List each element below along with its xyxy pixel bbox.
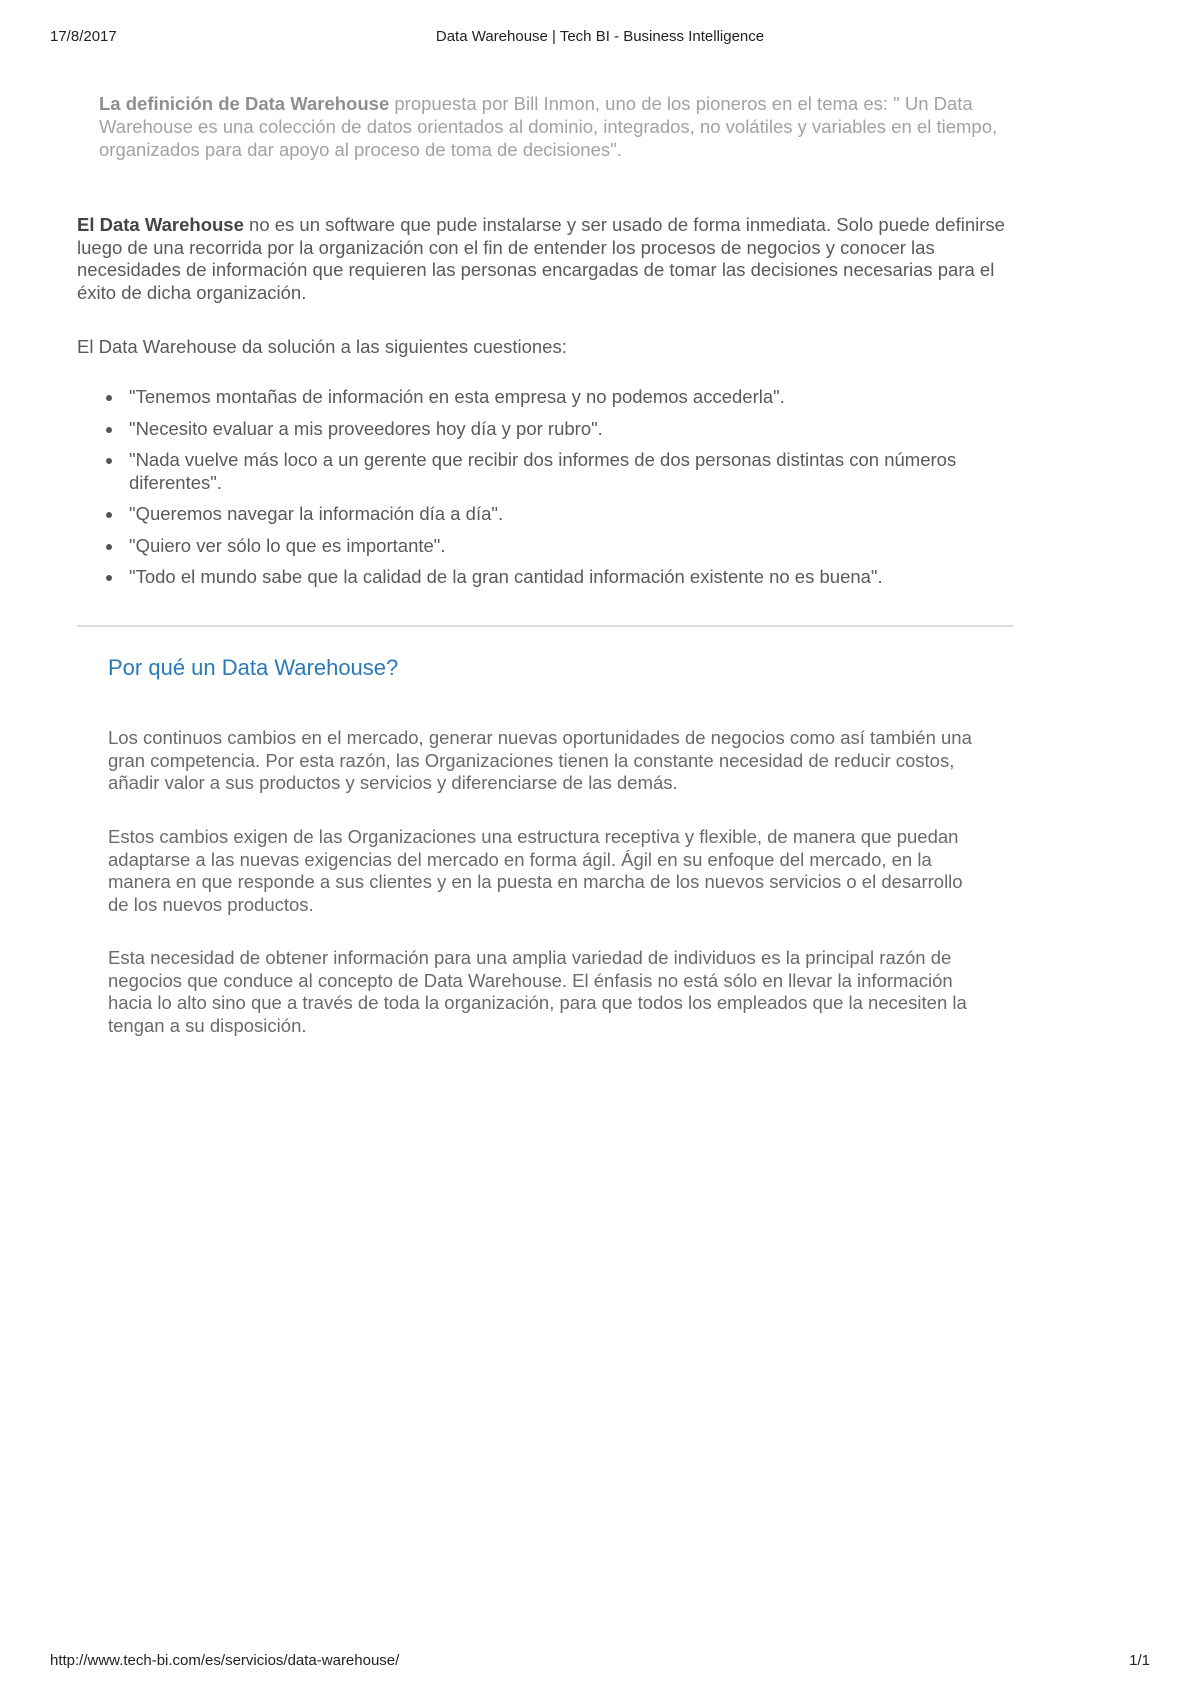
section-divider xyxy=(77,625,1013,627)
list-item xyxy=(77,566,977,589)
definition-quote xyxy=(99,92,999,161)
quote-text: propuesta por Bill Inmon, uno de los pioneros en el tema es: " Un Data Warehouse es una colección de datos orientados al dominio, integrados, no volátiles y variables en el tiempo, organizados para dar apoyo al proceso de toma de decisiones". xyxy=(99,93,998,160)
list-item-text: "Todo el mundo sabe que la calidad de la gran cantidad información existente no es buena". xyxy=(129,566,883,587)
print-date: 17/8/2017 xyxy=(50,28,117,45)
bullet-icon xyxy=(106,544,112,550)
bullet-icon xyxy=(106,512,112,518)
list-item xyxy=(77,418,977,441)
list-item xyxy=(77,449,977,494)
quote-bold-lead: La definición de Data Warehouse xyxy=(99,93,390,114)
list-item xyxy=(77,535,977,558)
intro-bold-lead: El Data Warehouse xyxy=(77,214,244,235)
intro-text: no es un software que pude instalarse y ser usado de forma inmediata. Solo puede definirse luego de una recorrida por la organización con el fin de entender los procesos de negocios y conocer las necesidades de información que requieren las personas encargadas de tomar las decisiones necesarias para el éxito de dicha organización. xyxy=(77,214,1005,303)
bullet-icon xyxy=(106,575,112,581)
why-paragraph-2: Estos cambios exigen de las Organizaciones una estructura receptiva y flexible, de manera que puedan adaptarse a las nuevas exigencias del mercado en forma ágil. Ágil en su enfoque del mercado, en la manera en que responde a sus clientes y en la puesta en marcha de los nuevos servicios o el desarrollo de los nuevos productos. xyxy=(108,826,963,915)
list-item-text: "Queremos navegar la información día a día". xyxy=(129,503,504,524)
list-item xyxy=(77,386,977,409)
bullet-icon xyxy=(106,427,112,433)
list-item-text: "Necesito evaluar a mis proveedores hoy día y por rubro". xyxy=(129,417,603,439)
source-url: http://www.tech-bi.com/es/servicios/data-warehouse/ xyxy=(50,1652,400,1669)
questions-intro: El Data Warehouse da solución a las siguientes cuestiones: xyxy=(77,336,567,357)
list-item xyxy=(77,503,977,526)
bullet-icon xyxy=(106,395,112,401)
list-item-text: "Quiero ver sólo lo que es importante". xyxy=(129,534,446,556)
page-title: Data Warehouse | Tech BI - Business Intelligence xyxy=(435,28,765,45)
intro-paragraph xyxy=(77,214,1007,304)
list-item-text: "Nada vuelve más loco a un gerente que recibir dos informes de dos personas distintas con números diferentes". xyxy=(129,449,957,493)
section-heading: Por qué un Data Warehouse? xyxy=(108,655,399,680)
list-item-text: "Tenemos montañas de información en esta empresa y no podemos accederla". xyxy=(129,386,785,407)
questions-list xyxy=(77,386,977,598)
page-number: 1/1 xyxy=(1129,1652,1150,1669)
why-paragraph-3: Esta necesidad de obtener información para una amplia variedad de individuos es la principal razón de negocios que conduce al concepto de Data Warehouse. El énfasis no está sólo en llevar la información hacia lo alto sino que a través de toda la organización, para que todos los empleados que la necesiten la tengan a su disposición. xyxy=(108,947,967,1036)
why-paragraph-1: Los continuos cambios en el mercado, generar nuevas oportunidades de negocios como así también una gran competencia. Por esta razón, las Organizaciones tienen la constante necesidad de reducir costos, añadir valor a sus productos y servicios y diferenciarse de las demás. xyxy=(108,727,972,793)
bullet-icon xyxy=(106,458,112,464)
